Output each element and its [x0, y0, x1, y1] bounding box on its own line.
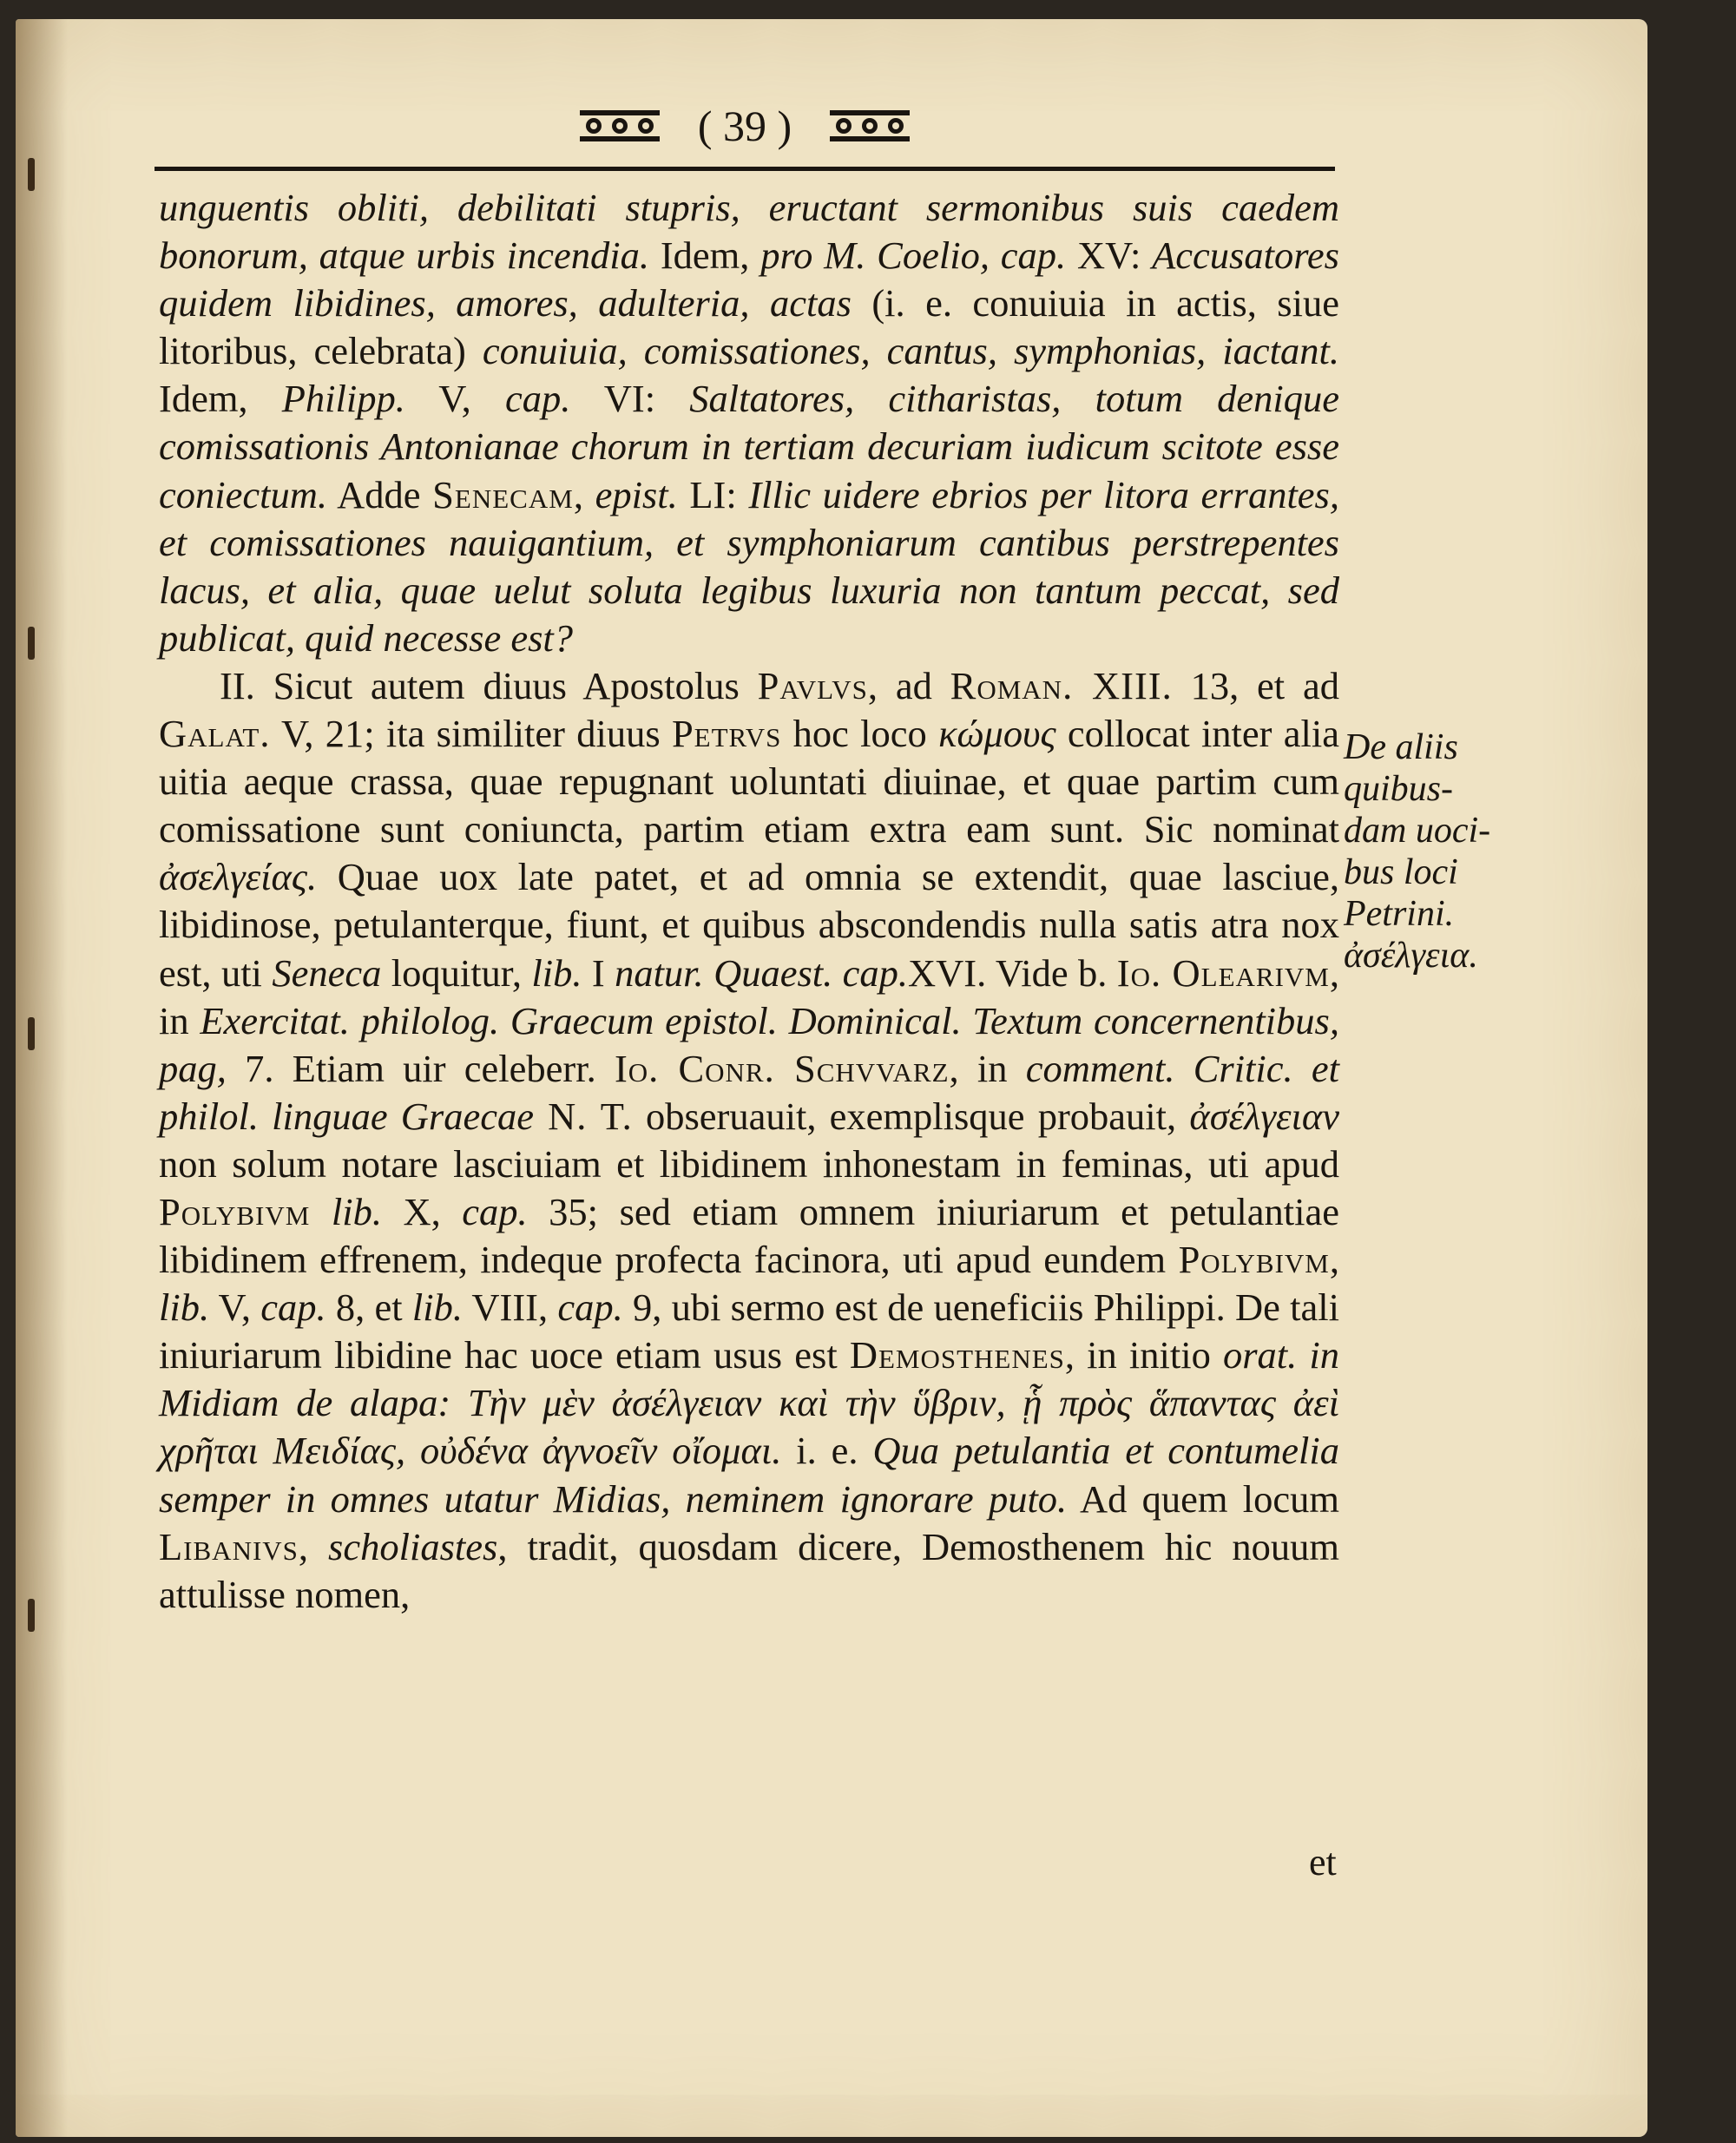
margin-note-line: ἀσέλγεια.	[1344, 936, 1478, 976]
binding-mark	[28, 1017, 35, 1050]
margin-note-line: dam uoci-	[1344, 811, 1491, 851]
binding-mark	[28, 627, 35, 660]
margin-note-line: Petrini.	[1344, 894, 1455, 934]
binding-mark	[28, 158, 35, 191]
paragraph-1: unguentis obliti, debilitati stupris, eructant sermonibus suis caedem bonorum, atque urbis incendia. Idem, pro M. Coelio, cap. XV: Accusatores quidem libidines, amores, adulteria, actas (i. e. conuiuia in actis, siue litoribus, celebrata) conuiuia, comissationes, cantus, symphonias, iactant. Idem, Philipp. V, cap. VI: Saltatores, citharistas, totum denique comissationis Antonianae chorum in tertiam decuriam iudicum scitote esse coniectum. Adde Senecam, epist. LI: Illic uidere ebrios per litora errantes, et comissationes nauigantium, et symphoniarum cantibus perstrepentes lacus, et alia, quae uelut soluta legibus luxuria non tantum peccat, sed publicat, quid necesse est?	[159, 186, 1340, 660]
margin-note-line: quibus-	[1344, 769, 1453, 809]
margin-note-line: bus loci	[1344, 852, 1458, 892]
body-text	[159, 184, 1339, 1619]
header-rule	[155, 167, 1335, 171]
margin-note-line: De aliis	[1344, 727, 1458, 767]
page-header	[155, 95, 1335, 156]
margin-note	[1344, 726, 1491, 976]
paragraph-2: II. Sicut autem diuus Apostolus Pavlvs, ad Roman. XIII. 13, et ad Galat. V, 21; ita similiter diuus Petrvs hoc loco κώμους collocat inter alia uitia aeque crassa, quae repugnant uoluntati diuinae, et quae partim cum comissatione sunt coniuncta, partim etiam extra eam sunt. Sic nominat ἀσελγείας. Quae uox late patet, et ad omnia se extendit, quae lasciue, libidinose, petulanterque, fiunt, et quibus abscondendis nulla satis atra nox est, uti Seneca loquitur, lib. I natur. Quaest. cap.XVI. Vide b. Io. Olearivm, in Exercitat. philolog. Graecum epistol. Dominical. Textum concernentibus, pag, 7. Etiam uir celeberr. Io. Conr. Schvvarz, in comment. Critic. et philol. linguae Graecae N. T. obseruauit, exemplisque probauit, ἀσέλγειαν non solum notare lasciuiam et libidinem inhonestam in feminas, uti apud Polybivm lib. X, cap. 35; sed etiam omnem iniuriarum et petulantiae libidinem effrenem, indeque profecta facinora, uti apud eundem Polybivm, lib. V, cap. 8, et lib. VIII, cap. 9, ubi sermo est de ueneficiis Philippi. De tali iniuriarum libidine hac uoce etiam usus est Demosthenes, in initio orat. in Midiam de alapa: Τὴν μὲν ἀσέλγειαν καὶ τὴν ὕβριν, ᾗ πρὸς ἅπαντας ἀεὶ χρῆται Μειδίας, οὐδένα ἀγνοεῖν οἴομαι. i. e. Qua petulantia et contumelia semper in omnes utatur Midias, neminem ignorare puto. Ad quem locum Libanivs, scholiastes, tradit, quosdam dicere, Demosthenem hic nouum attulisse nomen,	[159, 663, 1340, 1616]
binding-mark	[28, 1599, 35, 1632]
book-page	[16, 19, 1647, 2137]
page-number: ( 39 )	[697, 102, 792, 150]
right-ornament-icon	[826, 105, 913, 147]
catchword: et	[1309, 1841, 1337, 1883]
page-gutter-shadow	[16, 19, 68, 2137]
left-ornament-icon	[576, 105, 663, 147]
